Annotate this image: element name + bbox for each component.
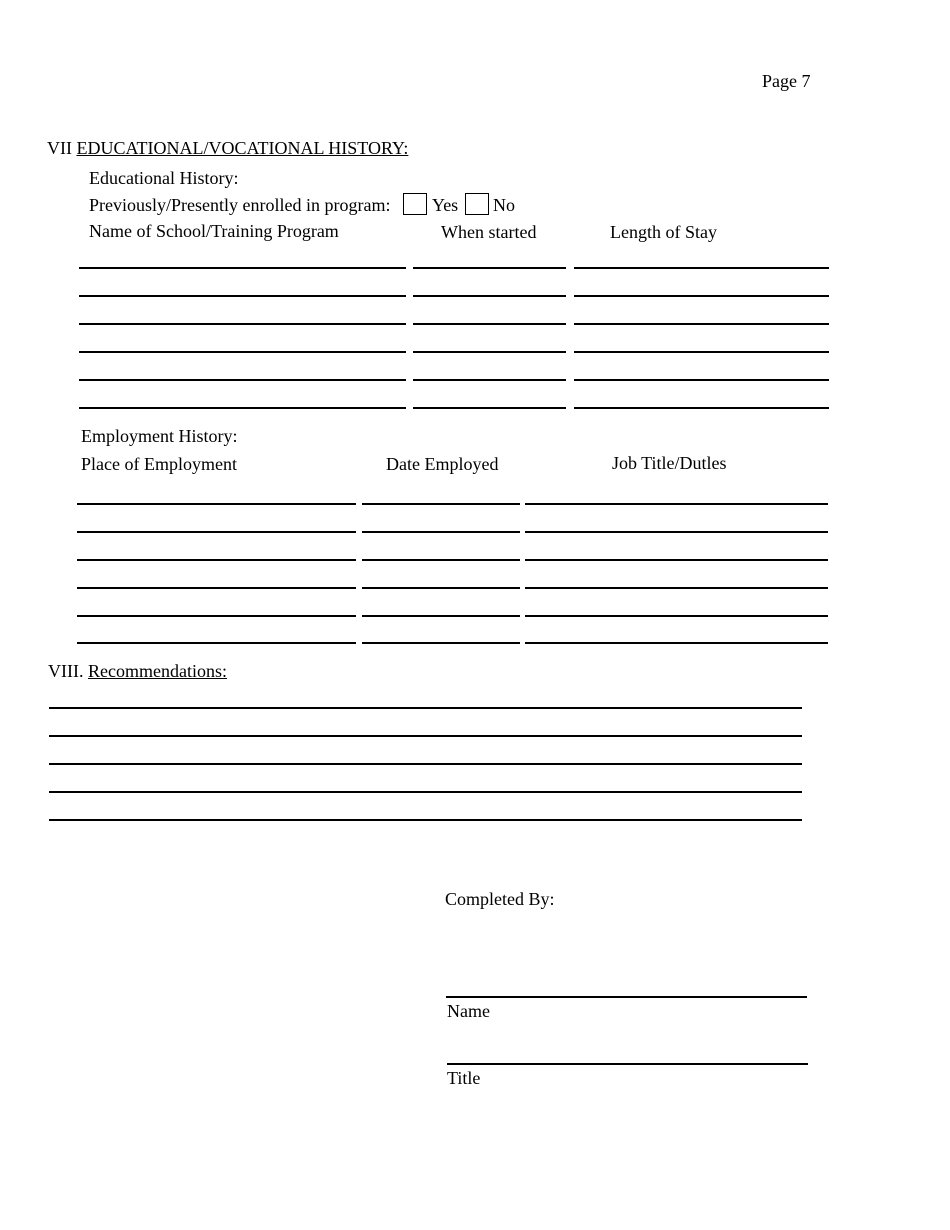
enrolled-yes-label: Yes [432,195,459,215]
recommendation-line-row-2-col-1[interactable] [49,735,802,737]
employment-entry-line-row-5-col-1[interactable] [77,615,356,617]
recommendation-line-row-3-col-1[interactable] [49,763,802,765]
educational-entry-line-row-1-col-3[interactable] [574,267,829,269]
section-viii-heading [48,662,227,680]
employment-entry-line-row-1-col-1[interactable] [77,503,356,505]
recommendation-line-row-5-col-1[interactable] [49,819,802,821]
employment-entry-line-row-2-col-3[interactable] [525,531,828,533]
column-header-school: Name of School/Training Program [89,221,339,241]
enrolled-yes-checkbox[interactable] [403,193,427,215]
page-number: Page 7 [762,71,811,91]
title-label: Title [447,1068,481,1088]
employment-entry-line-row-1-col-2[interactable] [362,503,520,505]
column-header-when-started: When started [441,222,537,242]
column-header-job-title: Job Title/Dutles [612,453,727,473]
column-header-place-of-employment: Place of Employment [81,454,237,474]
employment-entry-line-row-3-col-1[interactable] [77,559,356,561]
employment-entry-line-row-6-col-3[interactable] [525,642,828,644]
educational-entry-line-row-6-col-2[interactable] [413,407,566,409]
employment-entry-line-row-6-col-2[interactable] [362,642,520,644]
educational-entry-line-row-5-col-3[interactable] [574,379,829,381]
employment-history-heading: Employment History: [81,426,238,446]
educational-entry-line-row-2-col-1[interactable] [79,295,406,297]
name-signature-line[interactable] [446,996,807,998]
educational-history-heading: Educational History: [89,168,239,188]
employment-entry-line-row-4-col-2[interactable] [362,587,520,589]
employment-entry-line-row-2-col-1[interactable] [77,531,356,533]
employment-entry-line-row-5-col-3[interactable] [525,615,828,617]
enrolled-question: Previously/Presently enrolled in program: [89,195,391,215]
employment-entry-line-row-4-col-1[interactable] [77,587,356,589]
section-vii-title: EDUCATIONAL/VOCATIONAL HISTORY: [76,138,409,158]
educational-entry-line-row-3-col-2[interactable] [413,323,566,325]
employment-entry-line-row-4-col-3[interactable] [525,587,828,589]
educational-entry-line-row-1-col-2[interactable] [413,267,566,269]
employment-entry-line-row-6-col-1[interactable] [77,642,356,644]
educational-entry-line-row-4-col-2[interactable] [413,351,566,353]
section-vii-number: VII [47,138,72,158]
educational-entry-line-row-3-col-1[interactable] [79,323,406,325]
section-viii-title: Recommendations: [87,661,227,681]
enrolled-no-checkbox[interactable] [465,193,489,215]
employment-entry-line-row-1-col-3[interactable] [525,503,828,505]
name-label: Name [447,1001,490,1021]
recommendation-line-row-1-col-1[interactable] [49,707,802,709]
educational-entry-line-row-6-col-3[interactable] [574,407,829,409]
column-header-date-employed: Date Employed [386,454,499,474]
employment-entry-line-row-3-col-3[interactable] [525,559,828,561]
educational-entry-line-row-1-col-1[interactable] [79,267,406,269]
educational-entry-line-row-5-col-1[interactable] [79,379,406,381]
title-signature-line[interactable] [447,1063,808,1065]
column-header-length-of-stay: Length of Stay [610,222,717,242]
employment-entry-line-row-3-col-2[interactable] [362,559,520,561]
enrolled-no-label: No [493,195,515,215]
section-vii-heading [47,139,408,157]
section-viii-number: VIII. [48,661,84,681]
educational-entry-line-row-3-col-3[interactable] [574,323,829,325]
recommendation-line-row-4-col-1[interactable] [49,791,802,793]
educational-entry-line-row-4-col-1[interactable] [79,351,406,353]
employment-entry-line-row-2-col-2[interactable] [362,531,520,533]
educational-entry-line-row-2-col-3[interactable] [574,295,829,297]
educational-entry-line-row-6-col-1[interactable] [79,407,406,409]
educational-entry-line-row-5-col-2[interactable] [413,379,566,381]
completed-by-label: Completed By: [445,889,555,909]
educational-entry-line-row-4-col-3[interactable] [574,351,829,353]
employment-entry-line-row-5-col-2[interactable] [362,615,520,617]
educational-entry-line-row-2-col-2[interactable] [413,295,566,297]
